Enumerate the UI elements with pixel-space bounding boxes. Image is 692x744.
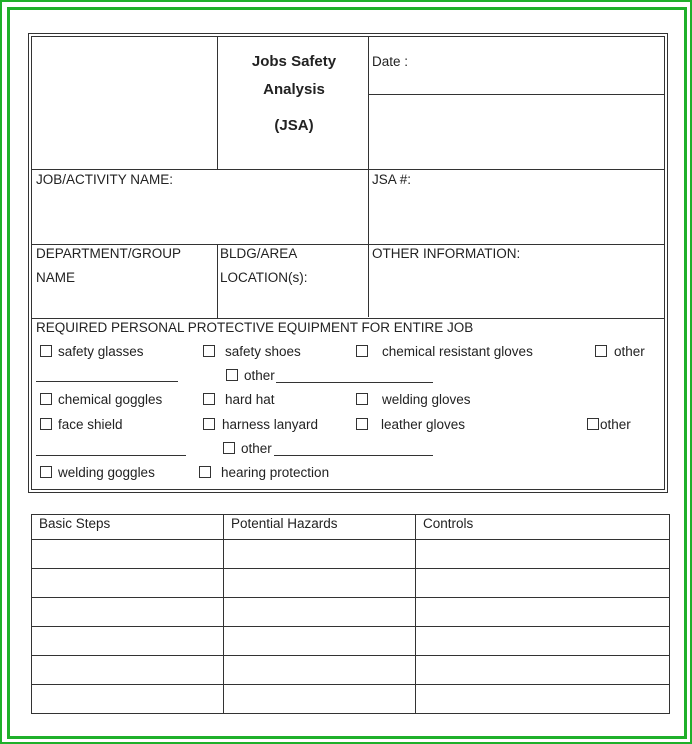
table-cell[interactable] (417, 657, 667, 683)
safety-shoes-label: safety shoes (225, 344, 301, 359)
other-write-in-line[interactable] (274, 455, 433, 456)
divider (217, 244, 218, 318)
other-label: other (600, 417, 631, 432)
hearing-protection-checkbox[interactable] (199, 466, 211, 478)
table-cell[interactable] (225, 657, 413, 683)
other-information-label: OTHER INFORMATION: (372, 246, 521, 261)
table-cell[interactable] (33, 657, 221, 683)
table-cell[interactable] (33, 686, 221, 712)
chemical-goggles-checkbox[interactable] (40, 393, 52, 405)
form-title-line-2: Analysis (263, 81, 325, 98)
welding-gloves-checkbox[interactable] (356, 393, 368, 405)
divider (32, 568, 669, 569)
divider (32, 318, 664, 319)
divider (32, 539, 669, 540)
chemical-resistant-gloves-label: chemical resistant gloves (382, 344, 533, 359)
ppe-heading: REQUIRED PERSONAL PROTECTIVE EQUIPMENT FOR ENTIRE JOB (36, 320, 474, 335)
harness-lanyard-label: harness lanyard (222, 417, 319, 432)
column-header-potential-hazards: Potential Hazards (231, 516, 338, 531)
table-cell[interactable] (33, 541, 221, 567)
jsa-number-label: JSA #: (372, 172, 412, 187)
divider (32, 684, 669, 685)
other-label: other (614, 344, 645, 359)
department-label: DEPARTMENT/GROUP (36, 246, 182, 261)
job-activity-label: JOB/ACTIVITY NAME: (36, 172, 174, 187)
table-cell[interactable] (417, 541, 667, 567)
hard-hat-label: hard hat (225, 392, 275, 407)
divider (32, 626, 669, 627)
job-activity-field[interactable] (34, 189, 364, 241)
table-cell[interactable] (417, 570, 667, 596)
jsa-form (31, 36, 665, 490)
table-cell[interactable] (225, 570, 413, 596)
other-checkbox[interactable] (226, 369, 238, 381)
other-write-in-line[interactable] (276, 382, 433, 383)
bldg-area-label: BLDG/AREA (220, 246, 298, 261)
form-title-line-1: Jobs Safety (251, 53, 337, 70)
chemical-goggles-label: chemical goggles (58, 392, 163, 407)
column-header-controls: Controls (423, 516, 474, 531)
welding-goggles-label: welding goggles (58, 465, 155, 480)
table-cell[interactable] (33, 599, 221, 625)
steps-hazards-controls-table (31, 514, 670, 714)
divider (32, 244, 664, 245)
welding-goggles-checkbox[interactable] (40, 466, 52, 478)
divider (368, 37, 369, 317)
table-cell[interactable] (225, 686, 413, 712)
safety-glasses-label: safety glasses (58, 344, 144, 359)
safety-glasses-checkbox[interactable] (40, 345, 52, 357)
other-checkbox[interactable] (223, 442, 235, 454)
other-checkbox[interactable] (595, 345, 607, 357)
table-cell[interactable] (417, 628, 667, 654)
column-header-basic-steps: Basic Steps (39, 516, 111, 531)
other-write-in-line[interactable] (36, 455, 186, 456)
form-title-line-3: (JSA) (274, 117, 314, 134)
divider (32, 169, 664, 170)
harness-lanyard-checkbox[interactable] (203, 418, 215, 430)
logo-area (32, 37, 217, 169)
divider (217, 37, 218, 169)
date-label: Date : (372, 54, 409, 69)
table-cell[interactable] (417, 686, 667, 712)
face-shield-checkbox[interactable] (40, 418, 52, 430)
table-cell[interactable] (417, 599, 667, 625)
table-cell[interactable] (225, 541, 413, 567)
other-label: other (241, 441, 272, 456)
welding-gloves-label: welding gloves (382, 392, 471, 407)
leather-gloves-label: leather gloves (381, 417, 466, 432)
department-label-2: NAME (36, 270, 76, 285)
hard-hat-checkbox[interactable] (203, 393, 215, 405)
date-field[interactable] (412, 47, 657, 87)
location-label: LOCATION(s): (220, 270, 308, 285)
other-label: other (244, 368, 275, 383)
table-cell[interactable] (33, 628, 221, 654)
safety-shoes-checkbox[interactable] (203, 345, 215, 357)
other-write-in-line[interactable] (36, 381, 178, 382)
divider (32, 655, 669, 656)
date-extra-field[interactable] (369, 95, 663, 168)
table-cell[interactable] (225, 599, 413, 625)
other-checkbox[interactable] (587, 418, 599, 430)
divider (32, 597, 669, 598)
chemical-resistant-gloves-checkbox[interactable] (356, 345, 368, 357)
table-cell[interactable] (33, 570, 221, 596)
leather-gloves-checkbox[interactable] (356, 418, 368, 430)
face-shield-label: face shield (58, 417, 123, 432)
hearing-protection-label: hearing protection (221, 465, 330, 480)
table-cell[interactable] (225, 628, 413, 654)
jsa-number-field[interactable] (371, 189, 661, 241)
